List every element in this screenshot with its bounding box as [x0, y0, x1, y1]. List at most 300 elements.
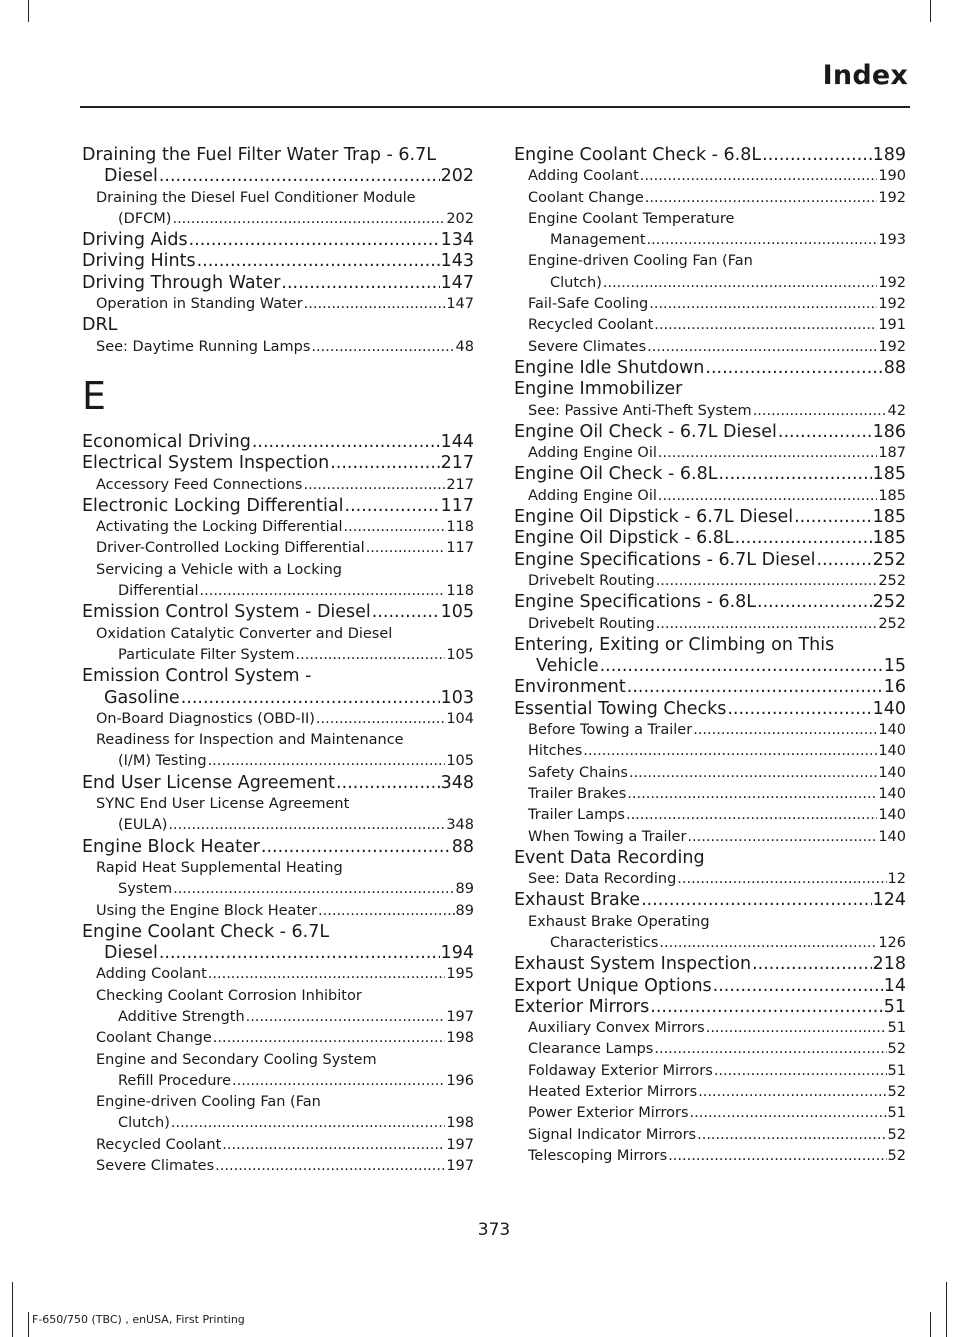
entry-line	[528, 1103, 906, 1124]
entry-line	[528, 443, 906, 464]
dot-leader	[208, 751, 446, 772]
dot-leader	[654, 1039, 886, 1060]
entry-label: Diesel	[104, 166, 158, 187]
entry-label: Clutch)	[118, 1115, 170, 1132]
index-subentry	[82, 475, 474, 496]
entry-label: Heated Exterior Mirrors	[528, 1084, 698, 1101]
dot-leader	[640, 166, 878, 187]
entry-label: Signal Indicator Mirrors	[528, 1126, 697, 1143]
entry-line	[96, 1135, 474, 1156]
page-reference: 105	[446, 753, 474, 770]
dot-leader	[200, 581, 446, 602]
index-entry	[514, 848, 906, 869]
entry-line	[96, 709, 474, 730]
entry-label: Diesel	[104, 943, 158, 964]
index-subentry	[82, 538, 474, 559]
dot-leader	[645, 188, 878, 209]
page-reference: 191	[878, 317, 906, 334]
page-reference: 195	[446, 966, 474, 983]
entry-line	[82, 943, 474, 964]
entry-label: On-Board Diagnostics (OBD-II)	[96, 710, 315, 727]
index-subentry	[514, 337, 906, 358]
entry-line	[514, 976, 906, 997]
page-reference: 202	[440, 166, 474, 187]
page-reference: 185	[872, 507, 906, 528]
index-subentry	[514, 401, 906, 422]
entry-line	[82, 432, 474, 453]
dot-leader	[318, 901, 455, 922]
index-entry	[514, 699, 906, 720]
page-reference: 105	[446, 646, 474, 663]
entry-line	[96, 1007, 474, 1028]
entry-label: Severe Climates	[96, 1158, 215, 1175]
entry-label: Economical Driving	[82, 431, 251, 452]
entry-label: Clutch)	[550, 274, 602, 291]
dot-leader	[752, 954, 872, 975]
entry-label: Additive Strength	[118, 1008, 245, 1025]
page-reference: 186	[872, 421, 906, 442]
dot-leader	[658, 443, 877, 464]
index-entry	[82, 315, 474, 336]
index-subentry	[82, 1050, 474, 1093]
page-reference: 185	[872, 528, 906, 549]
page-reference: 252	[878, 572, 906, 589]
index-subentry	[82, 517, 474, 538]
index-entry	[514, 507, 906, 528]
dot-leader	[197, 251, 440, 272]
entry-line	[96, 901, 474, 922]
entry-label: Engine Oil Check - 6.7L Diesel	[514, 421, 777, 442]
entry-line	[96, 475, 474, 496]
dot-leader	[208, 964, 446, 985]
index-subentry	[82, 624, 474, 667]
dot-leader	[159, 943, 440, 964]
entry-label: Driving Through Water	[82, 272, 281, 293]
page-reference: 185	[878, 487, 906, 504]
dot-leader	[336, 773, 440, 794]
page-reference: 88	[451, 836, 474, 857]
crop-mark-top-left	[28, 0, 29, 22]
dot-leader	[215, 1156, 445, 1177]
dot-leader	[753, 401, 887, 422]
dot-leader	[668, 1146, 886, 1167]
entry-label: Foldaway Exterior Mirrors	[528, 1062, 713, 1079]
entry-label: When Towing a Trailer	[528, 828, 687, 845]
dot-leader	[172, 209, 445, 230]
entry-line	[514, 699, 906, 720]
page-reference: 52	[887, 1041, 906, 1058]
entry-line	[96, 645, 474, 666]
entry-label: DRL	[82, 315, 118, 336]
index-subentry	[514, 251, 906, 294]
entry-line	[528, 805, 906, 826]
dot-leader	[366, 538, 446, 559]
index-entry	[514, 145, 906, 166]
entry-label: Entering, Exiting or Climbing on This	[514, 634, 835, 655]
dot-leader	[641, 890, 872, 911]
entry-label: Exhaust Brake	[514, 890, 641, 911]
entry-line	[528, 401, 906, 422]
entry-line	[514, 677, 906, 698]
index-subentry	[82, 794, 474, 837]
dot-leader	[697, 1125, 886, 1146]
page-reference: 252	[872, 549, 906, 570]
entry-line	[96, 581, 474, 602]
page-reference: 140	[878, 722, 906, 739]
entry-line	[96, 1028, 474, 1049]
index-subentry	[82, 294, 474, 315]
index-entry	[82, 251, 474, 272]
entry-label: Trailer Lamps	[528, 807, 625, 824]
dot-leader	[658, 486, 877, 507]
dot-leader	[311, 337, 454, 358]
entry-label: Exhaust Brake Operating	[528, 913, 710, 930]
page-reference: 140	[878, 785, 906, 802]
entry-label: Rapid Heat Supplemental Heating	[96, 859, 343, 876]
dot-leader	[757, 592, 872, 613]
entry-label: Using the Engine Block Heater	[96, 902, 318, 919]
page-reference: 118	[446, 519, 474, 536]
entry-line	[528, 294, 906, 315]
dot-leader	[213, 1028, 446, 1049]
entry-label: Driving Hints	[82, 251, 196, 272]
page-reference: 252	[872, 592, 906, 613]
entry-label: Draining the Diesel Fuel Conditioner Module	[96, 189, 416, 206]
entry-line	[82, 273, 474, 294]
page-reference: 144	[440, 431, 474, 452]
page-reference: 89	[455, 881, 474, 898]
entry-line	[514, 422, 906, 443]
entry-line	[528, 933, 906, 954]
entry-label: Recycled Coolant	[96, 1136, 222, 1153]
entry-line	[96, 964, 474, 985]
page-reference: 348	[446, 817, 474, 834]
dot-leader	[600, 656, 883, 677]
dot-leader	[583, 741, 877, 762]
dot-leader	[281, 273, 439, 294]
page-reference: 140	[878, 828, 906, 845]
index-column-right	[514, 145, 906, 1167]
page-reference: 140	[872, 698, 906, 719]
entry-label: Management	[550, 232, 646, 249]
entry-label: Vehicle	[536, 656, 599, 677]
page-reference: 140	[878, 807, 906, 824]
dot-leader	[656, 614, 878, 635]
index-subentry	[82, 964, 474, 985]
entry-line	[82, 688, 474, 709]
page-reference: 197	[446, 1008, 474, 1025]
entry-label: Drivebelt Routing	[528, 572, 655, 589]
page-reference: 187	[878, 445, 906, 462]
dot-leader	[677, 869, 886, 890]
index-entry	[514, 976, 906, 997]
dot-leader	[654, 315, 877, 336]
entry-line	[528, 188, 906, 209]
entry-line	[528, 1039, 906, 1060]
dot-leader	[706, 1018, 887, 1039]
index-entry	[514, 635, 906, 678]
entry-label: Before Towing a Trailer	[528, 722, 693, 739]
entry-line	[528, 166, 906, 187]
page-reference: 198	[446, 1115, 474, 1132]
page-reference: 217	[440, 453, 474, 474]
dot-leader	[718, 464, 871, 485]
entry-label: Electrical System Inspection	[82, 453, 330, 474]
dot-leader	[372, 602, 440, 623]
entry-label: Operation in Standing Water	[96, 296, 303, 313]
index-entry	[82, 453, 474, 474]
page-reference: 217	[446, 476, 474, 493]
dot-leader	[647, 337, 877, 358]
page-reference: 51	[887, 1062, 906, 1079]
entry-label: Engine Coolant Temperature	[528, 210, 735, 227]
entry-line	[528, 741, 906, 762]
header-rule	[80, 106, 910, 108]
index-column-left	[82, 145, 474, 1177]
entry-label: Checking Coolant Corrosion Inhibitor	[96, 987, 362, 1004]
entry-label: Engine Oil Check - 6.8L	[514, 464, 718, 485]
index-subentry	[514, 1082, 906, 1103]
index-subentry	[514, 912, 906, 955]
page-reference: 117	[440, 495, 474, 516]
index-subentry	[514, 209, 906, 252]
index-subentry	[514, 805, 906, 826]
entry-label: Engine-driven Cooling Fan (Fan	[96, 1094, 321, 1111]
entry-line	[96, 1113, 474, 1134]
entry-line	[96, 751, 474, 772]
entry-label: Essential Towing Checks	[514, 698, 727, 719]
entry-label: (EULA)	[118, 817, 168, 834]
entry-label: Driving Aids	[82, 230, 188, 251]
dot-leader	[693, 720, 877, 741]
page-reference: 89	[455, 902, 474, 919]
entry-label: Severe Climates	[528, 338, 647, 355]
dot-leader	[650, 997, 882, 1018]
entry-line	[82, 166, 474, 187]
dot-leader	[698, 1082, 886, 1103]
index-entry	[514, 997, 906, 1018]
index-entry	[514, 358, 906, 379]
page-title: Index	[822, 60, 908, 91]
entry-label: Recycled Coolant	[528, 317, 654, 334]
index-entry	[514, 550, 906, 571]
entry-line	[96, 538, 474, 559]
entry-label: Draining the Fuel Filter Water Trap - 6.7L	[82, 145, 437, 165]
entry-label: Adding Coolant	[528, 168, 639, 185]
entry-label: Telescoping Mirrors	[528, 1147, 668, 1164]
entry-label: Driver-Controlled Locking Differential	[96, 540, 365, 557]
page-reference: 88	[883, 357, 906, 378]
index-entry	[82, 666, 474, 709]
entry-line	[96, 294, 474, 315]
entry-label: Exhaust System Inspection	[514, 954, 752, 975]
page-reference: 52	[887, 1084, 906, 1101]
page-reference: 134	[440, 230, 474, 251]
entry-line	[96, 517, 474, 538]
entry-line	[528, 827, 906, 848]
entry-label: Electronic Locking Differential	[82, 495, 344, 516]
dot-leader	[246, 1007, 446, 1028]
index-subentry	[82, 730, 474, 773]
dot-leader	[189, 230, 440, 251]
entry-label: Engine Oil Dipstick - 6.7L Diesel	[514, 507, 794, 528]
page-reference: 117	[446, 540, 474, 557]
entry-label: Engine-driven Cooling Fan (Fan	[528, 253, 753, 270]
dot-leader	[714, 1061, 887, 1082]
entry-line	[528, 1061, 906, 1082]
dot-leader	[647, 230, 878, 251]
entry-label: Engine and Secondary Cooling System	[96, 1051, 377, 1068]
dot-leader	[713, 976, 883, 997]
entry-line	[514, 997, 906, 1018]
entry-line	[82, 773, 474, 794]
entry-line	[82, 602, 474, 623]
index-entry	[514, 954, 906, 975]
entry-label: Adding Coolant	[96, 966, 207, 983]
entry-label: Differential	[118, 583, 199, 600]
index-subentry	[514, 1146, 906, 1167]
index-entry	[82, 230, 474, 251]
index-subentry	[514, 315, 906, 336]
index-subentry	[82, 901, 474, 922]
dot-leader	[727, 699, 871, 720]
entry-line	[528, 1018, 906, 1039]
entry-line	[514, 528, 906, 549]
page-reference: 140	[878, 743, 906, 760]
index-entry	[514, 379, 906, 400]
dot-leader	[603, 273, 877, 294]
page-reference: 190	[878, 168, 906, 185]
edition-info: F-650/750 (TBC) , enUSA, First Printing	[32, 1313, 245, 1326]
dot-leader	[649, 294, 877, 315]
entry-label: Drivebelt Routing	[528, 615, 655, 632]
index-entry	[514, 677, 906, 698]
index-entry	[82, 922, 474, 965]
page-reference: 52	[887, 1126, 906, 1143]
page-reference: 192	[878, 189, 906, 206]
entry-label: Oxidation Catalytic Converter and Diesel	[96, 625, 393, 642]
page-reference: 147	[446, 296, 474, 313]
dot-leader	[316, 709, 445, 730]
entry-line	[514, 656, 906, 677]
entry-label: Engine Specifications - 6.8L	[514, 592, 757, 613]
dot-leader	[344, 517, 446, 538]
dot-leader	[794, 507, 872, 528]
dot-leader	[345, 496, 440, 517]
page-reference: 104	[446, 710, 474, 727]
entry-line	[96, 815, 474, 836]
dot-leader	[261, 837, 451, 858]
entry-label: (I/M) Testing	[118, 753, 207, 770]
page-reference: 124	[872, 890, 906, 911]
index-subentry	[514, 443, 906, 464]
entry-label: Engine Block Heater	[82, 836, 260, 857]
entry-line	[528, 230, 906, 251]
entry-line	[96, 1156, 474, 1177]
entry-label: Activating the Locking Differential	[96, 519, 343, 536]
entry-line	[528, 571, 906, 592]
index-subentry	[82, 986, 474, 1029]
crop-mark-bottom-right	[930, 1312, 931, 1337]
page-reference: 197	[446, 1136, 474, 1153]
index-subentry	[82, 337, 474, 358]
page-reference: 196	[446, 1072, 474, 1089]
entry-label: Gasoline	[104, 687, 180, 708]
entry-label: See: Daytime Running Lamps	[96, 338, 311, 355]
dot-leader	[173, 879, 454, 900]
entry-label: Engine Immobilizer	[514, 379, 683, 400]
entry-line	[82, 496, 474, 517]
index-subentry	[514, 188, 906, 209]
entry-line	[514, 507, 906, 528]
page-reference: 126	[878, 934, 906, 951]
page-reference: 118	[446, 583, 474, 600]
entry-label: See: Passive Anti-Theft System	[528, 402, 752, 419]
entry-label: Coolant Change	[528, 189, 644, 206]
page-reference: 202	[446, 210, 474, 227]
entry-line	[514, 550, 906, 571]
entry-line	[514, 464, 906, 485]
page-reference: 143	[440, 251, 474, 272]
dot-leader	[303, 475, 445, 496]
entry-label: End User License Agreement	[82, 772, 335, 793]
dot-leader	[627, 677, 883, 698]
entry-label: (DFCM)	[118, 210, 172, 227]
page-reference: 252	[878, 615, 906, 632]
index-subentry	[514, 294, 906, 315]
crop-mark-top-right	[930, 0, 931, 22]
dot-leader	[735, 528, 872, 549]
dot-leader	[778, 422, 872, 443]
page-reference: 218	[872, 954, 906, 975]
index-subentry	[514, 571, 906, 592]
dot-leader	[232, 1071, 445, 1092]
entry-label: Particulate Filter System	[118, 646, 295, 663]
margin-line-right	[946, 1282, 947, 1337]
entry-line	[96, 1071, 474, 1092]
page-reference: 14	[883, 975, 906, 996]
entry-label: Environment	[514, 677, 626, 698]
index-subentry	[514, 1061, 906, 1082]
dot-leader	[626, 805, 877, 826]
entry-line	[528, 720, 906, 741]
page-reference: 192	[878, 274, 906, 291]
entry-label: SYNC End User License Agreement	[96, 796, 350, 813]
page-reference: 185	[872, 464, 906, 485]
entry-label: Clearance Lamps	[528, 1041, 654, 1058]
entry-line	[96, 337, 474, 358]
index-entry	[514, 528, 906, 549]
entry-line	[82, 230, 474, 251]
page-reference: 48	[455, 338, 474, 355]
dot-leader	[690, 1103, 887, 1124]
entry-line	[514, 592, 906, 613]
entry-label: Event Data Recording	[514, 847, 705, 868]
entry-label: Accessory Feed Connections	[96, 476, 303, 493]
dot-leader	[330, 453, 439, 474]
dot-leader	[816, 550, 871, 571]
entry-line	[528, 763, 906, 784]
index-subentry	[514, 720, 906, 741]
entry-line	[528, 1125, 906, 1146]
index-subentry	[82, 1028, 474, 1049]
page-reference: 16	[883, 677, 906, 698]
entry-label: Exterior Mirrors	[514, 996, 650, 1017]
entry-line	[528, 784, 906, 805]
dot-leader	[627, 784, 877, 805]
entry-line	[528, 337, 906, 358]
page-reference: 140	[878, 764, 906, 781]
